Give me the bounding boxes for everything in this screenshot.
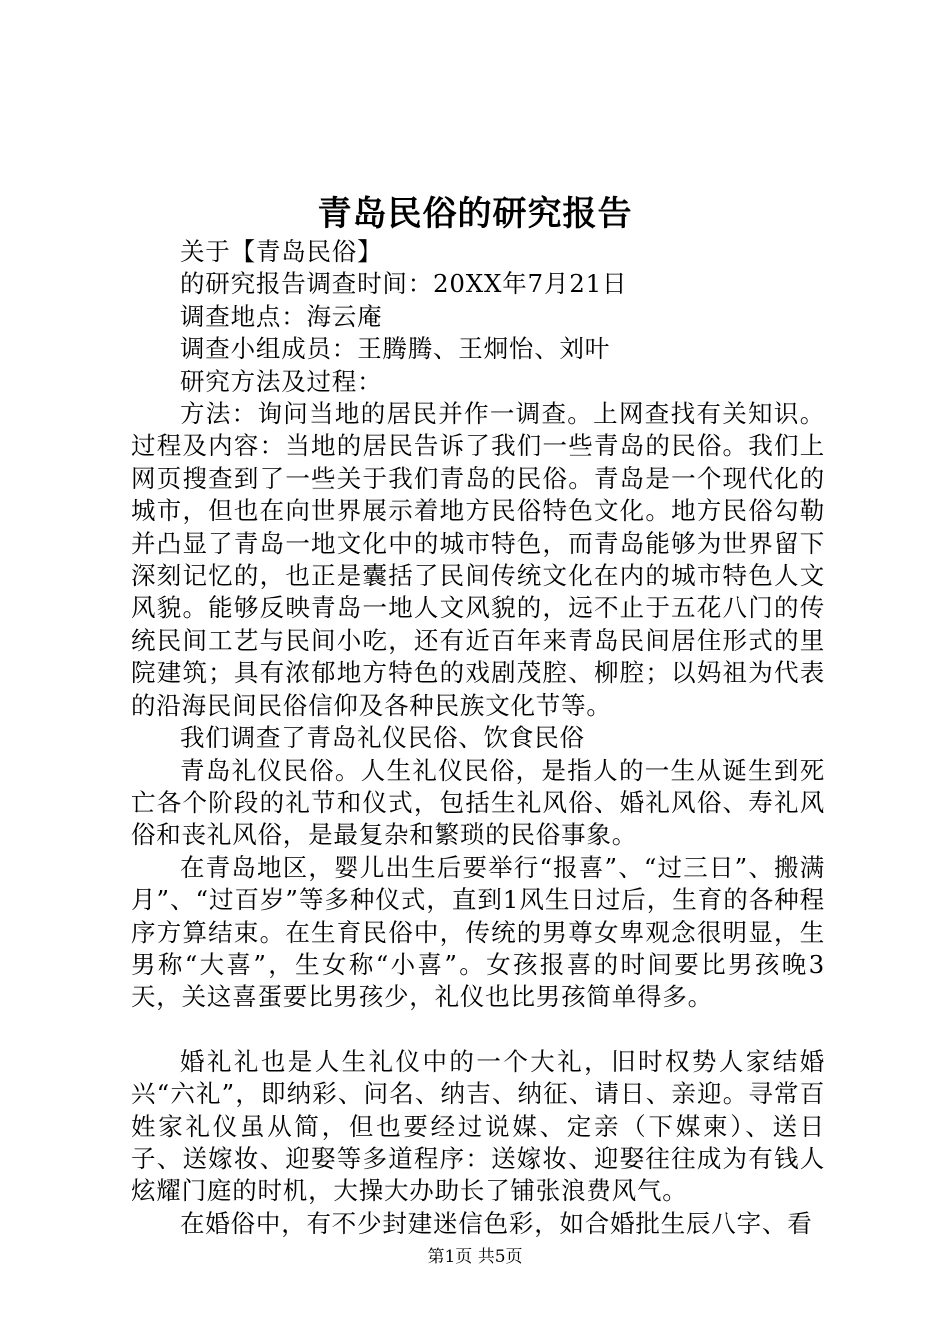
paragraph-survey-scope: 我们调查了青岛礼仪民俗、饮食民俗 (180, 723, 585, 753)
document-title: 青岛民俗的研究报告 (317, 194, 633, 234)
paragraph-team-members: 调查小组成员：王腾腾、王炯怡、刘叶 (180, 334, 611, 364)
page-number-footer: 第1页 共5页 (427, 1247, 523, 1267)
paragraph-method: 方法：询问当地的居民并作一调查。上网查找有关知识。过程及内容：当地的居民告诉了我们一些青岛的民俗。我们上网页搜查到了一些关于我们青岛的民俗。青岛是一个现代化的城市，但也在向世界展示着地方民俗特色文化。地方民俗勾勒并凸显了青岛一地文化中的城市特色，而青岛能够为世界留下深刻记忆的，也正是囊括了民间传统文化在内的城市特色人文风貌。能够反映青岛一地人文风貌的，远不止于五花八门的传统民间工艺与民间小吃，还有近百年来青岛民间居住形式的里院建筑；具有浓郁地方特色的戏剧茂腔、柳腔；以妈祖为代表的沿海民间民俗信仰及各种民族文化节等。 (131, 399, 825, 720)
paragraph-survey-location: 调查地点：海云庵 (180, 301, 383, 331)
paragraph-birth-customs: 在青岛地区，婴儿出生后要举行“报喜”、“过三日”、搬满月”、“过百岁”等多种仪式，直到1风生日过后，生育的各种程序方算结束。在生育民俗中，传统的男尊女卑观念很明显，生男称“大喜”，生女称“小喜”。女孩报喜的时间要比男孩晚3天，关这喜蛋要比男孩少，礼仪也比男孩简单得多。 (131, 852, 825, 1012)
paragraph-survey-time: 的研究报告调查时间：20XX年7月21日 (180, 269, 628, 299)
blank-line (131, 1014, 825, 1046)
paragraph-method-heading: 研究方法及过程： (180, 366, 383, 396)
paragraph-wedding: 婚礼礼也是人生礼仪中的一个大礼，旧时权势人家结婚兴“六礼”，即纳彩、问名、纳吉、纳征、请日、亲迎。寻常百姓家礼仪虽从简，但也要经过说媒、定亲（下媒柬）、送日子、送嫁妆、迎娶等多道程序：送嫁妆、迎娶往往成为有钱人炫耀门庭的时机，大操大办助长了铺张浪费风气。 (131, 1046, 825, 1206)
paragraph-wedding-superstition: 在婚俗中，有不少封建迷信色彩，如合婚批生辰八字、看 (180, 1208, 813, 1238)
paragraph-subject: 关于【青岛民俗】 (180, 237, 383, 266)
document-body (131, 236, 825, 1240)
paragraph-etiquette: 青岛礼仪民俗。人生礼仪民俗，是指人的一生从诞生到死亡各个阶段的礼节和仪式，包括生礼风俗、婚礼风俗、寿礼风俗和丧礼风俗，是最复杂和繁琐的民俗事象。 (131, 755, 825, 850)
